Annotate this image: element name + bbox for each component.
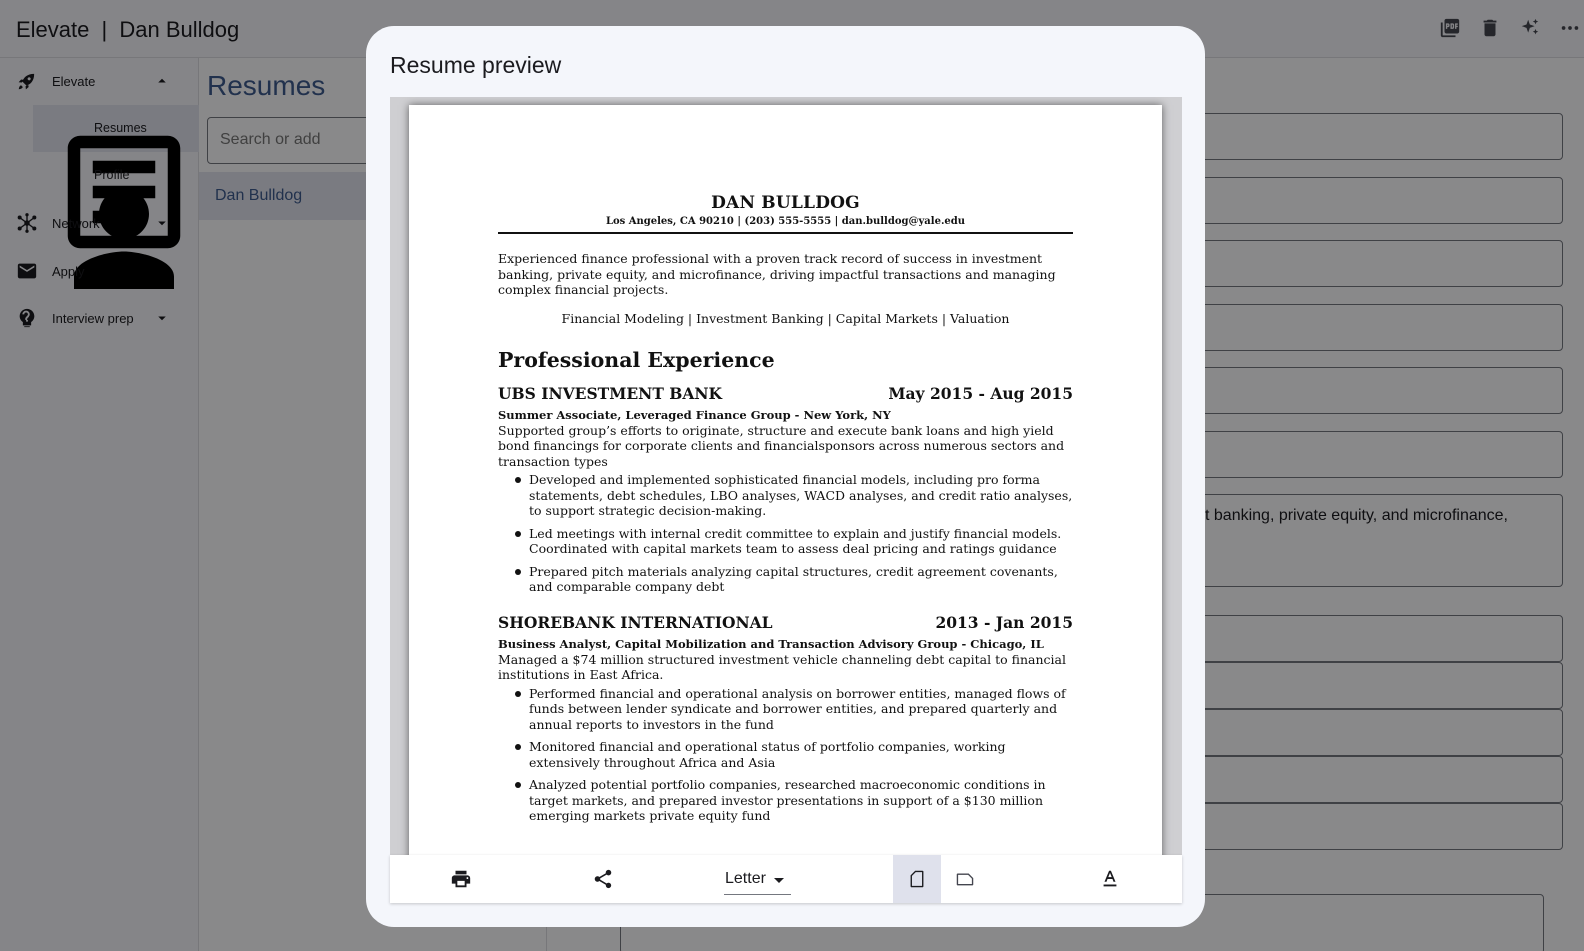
job-role: Summer Associate, Leveraged Finance Group - New York, NY bbox=[498, 407, 891, 422]
job-entry bbox=[498, 384, 1073, 595]
share-button[interactable] bbox=[579, 855, 627, 903]
sidebar-item-label: Resumes bbox=[94, 121, 147, 135]
job-bullet: Prepared pitch materials analyzing capital structures, credit agreement covenants, and comparable company debt bbox=[498, 564, 1073, 595]
print-button[interactable] bbox=[437, 855, 485, 903]
title-separator: | bbox=[101, 17, 108, 42]
landscape-orientation-button[interactable] bbox=[941, 855, 989, 903]
job-bullet: Led meetings with internal credit committee to explain and justify financial models. Coordinated with capital markets team to assess deal pricing and ratings guidance bbox=[498, 526, 1073, 557]
share-icon bbox=[592, 868, 614, 890]
job-bullet: Developed and implemented sophisticated financial models, including pro forma statements, debt schedules, LBO analyses, WACD analyses, and credit ratio analyses, to support strategic decision-making. bbox=[498, 472, 1073, 519]
sidebar-item-label: Elevate bbox=[52, 74, 96, 89]
list-item-label: Dan Bulldog bbox=[215, 187, 303, 204]
job-bullet: Performed financial and operational analysis on borrower entities, managed flows of funds between lender syndicate and borrower entities, and prepared quarterly and annual reports to investors in the fund bbox=[498, 686, 1073, 733]
job-description: Managed a $74 million structured investment vehicle channeling debt capital to financial institutions in East Africa. bbox=[498, 651, 1066, 682]
resume-contact: Los Angeles, CA 90210 | (203) 555-5555 | dan.bulldog@yale.edu bbox=[605, 216, 966, 227]
resume-skills: Financial Modeling | Investment Banking | Capital Markets | Valuation bbox=[561, 310, 1010, 326]
preview-toolbar bbox=[390, 855, 1182, 903]
paper-size-value: Letter bbox=[725, 870, 766, 887]
job-description: Supported group’s efforts to originate, structure and execute bank loans and high yield bond financings for corporate clients and financialsponsors across numerous sectors and transaction types bbox=[498, 422, 1065, 469]
font-settings-button[interactable] bbox=[1086, 855, 1134, 903]
page-title: Resumes bbox=[207, 70, 326, 101]
chevron-down-icon bbox=[774, 878, 784, 883]
section-title: Professional Experience bbox=[498, 347, 775, 372]
resume-summary: Experienced finance professional with a proven track record of success in investment banking, private equity, and microfinance, driving impactful transactions and managing complex financial projects. bbox=[498, 251, 1056, 297]
resume-owner-name: Dan Bulldog bbox=[119, 17, 240, 42]
job-company: UBS INVESTMENT BANK bbox=[498, 383, 723, 403]
sidebar-item-label: Profile bbox=[94, 168, 130, 182]
sidebar-item-label: Apply bbox=[52, 264, 85, 279]
app-name: Elevate bbox=[16, 17, 90, 42]
print-icon bbox=[450, 868, 472, 890]
sidebar-item-label: Interview prep bbox=[52, 311, 134, 326]
divider bbox=[498, 232, 1073, 234]
sidebar-item-label: Network bbox=[52, 216, 100, 231]
resume-preview-dialog bbox=[366, 26, 1205, 927]
resume-name: DAN BULLDOG bbox=[711, 193, 860, 213]
dialog-title: Resume preview bbox=[390, 52, 562, 78]
landscape-icon bbox=[954, 868, 976, 890]
job-dates: 2013 - Jan 2015 bbox=[935, 612, 1073, 632]
job-company: SHOREBANK INTERNATIONAL bbox=[498, 612, 773, 632]
portrait-icon bbox=[906, 868, 928, 890]
job-dates: May 2015 - Aug 2015 bbox=[888, 383, 1073, 403]
job-bullet: Monitored financial and operational status of portfolio companies, working extensively throughout Africa and Asia bbox=[498, 739, 1073, 770]
summary-field-text: t banking, private equity, and microfinance, bbox=[1205, 507, 1508, 524]
paper-size-select[interactable] bbox=[724, 867, 791, 895]
portrait-orientation-button[interactable] bbox=[893, 855, 941, 903]
job-role: Business Analyst, Capital Mobilization and Transaction Advisory Group - Chicago, IL bbox=[498, 636, 1044, 651]
job-bullet: Analyzed potential portfolio companies, researched macroeconomic conditions in target markets, and prepared investor presentations in support of a $130 million emerging markets private equity fund bbox=[498, 777, 1073, 824]
job-entry bbox=[498, 613, 1073, 824]
font-icon bbox=[1099, 868, 1121, 890]
resume-page bbox=[409, 105, 1162, 855]
pdf-viewer[interactable] bbox=[390, 97, 1182, 855]
